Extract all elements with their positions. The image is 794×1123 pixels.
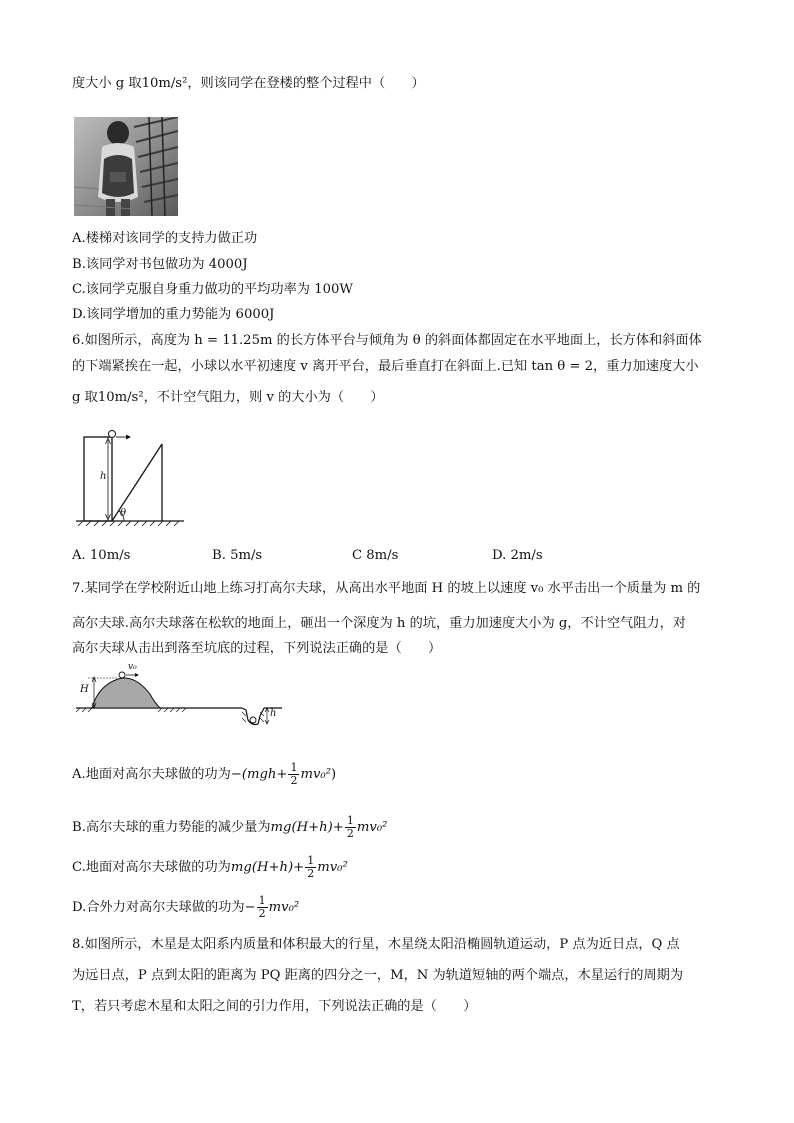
q7-line-3: 高尔夫球从击出到落至坑底的过程，下列说法正确的是（ ） — [72, 641, 442, 656]
q8-line-3: T，若只考虑木星和太阳之间的引力作用，下列说法正确的是（ ） — [72, 999, 477, 1014]
q6-option-c: C 8m/s — [352, 548, 399, 563]
frac-num: 1 — [307, 854, 315, 867]
q7-option-a-mv0: mv₀² — [300, 767, 331, 782]
q6-fig-h-label: h — [100, 471, 107, 482]
q5-option-c: C.该同学克服自身重力做功的平均功率为 100W — [72, 282, 353, 297]
q7-figure — [74, 664, 284, 734]
q7-option-a-text: A.地面对高尔夫球做的功为 — [72, 767, 231, 782]
q5-option-a: A.楼梯对该同学的支持力做正功 — [72, 231, 258, 246]
q7-fig-v0-label: v₀ — [128, 662, 137, 672]
q7-option-c-math: mg(H+h)+ — [230, 860, 305, 875]
q7-option-b — [72, 815, 387, 841]
q7-option-a — [72, 760, 336, 790]
frac-num: 1 — [290, 761, 298, 774]
q6-figure — [74, 428, 186, 528]
frac-den: 2 — [290, 774, 298, 787]
q7-option-c-mv0: mv₀² — [317, 860, 348, 875]
q6-fig-theta-label: θ — [120, 508, 127, 519]
q6-line-1: 6.如图所示，高度为 h = 11.25m 的长方体平台与倾角为 θ 的斜面体都固定在水平地面上，长方体和斜面体 — [72, 333, 702, 348]
q6-option-a: A. 10m/s — [72, 548, 131, 563]
q7-option-b-mv0: mv₀² — [356, 820, 388, 835]
q5-option-d: D.该同学增加的重力势能为 6000J — [72, 307, 275, 322]
frac-den: 2 — [258, 907, 266, 920]
frac-num: 1 — [258, 894, 266, 907]
stairs-photo — [74, 117, 178, 216]
frac-num: 1 — [346, 814, 354, 827]
q5-stem-tail: 度大小 g 取10m/s²，则该同学在登楼的整个过程中（ ） — [72, 76, 425, 91]
q7-option-a-math: −(mgh+ — [230, 767, 288, 782]
q6-line-2: 的下端紧挨在一起，小球以水平初速度 v 离开平台，最后垂直打在斜面上.已知 tan θ = 2，重力加速度大小 — [72, 359, 699, 374]
q7-option-b-math: mg(H+h)+ — [270, 820, 344, 835]
q6-line-3: g 取10m/s²，不计空气阻力，则 v 的大小为（ ） — [72, 390, 384, 405]
q7-line-1: 7.某同学在学校附近山地上练习打高尔夫球，从高出水平地面 H 的坡上以速度 v₀ 水平击出一个质量为 m 的 — [72, 581, 701, 596]
q5-option-b: B.该同学对书包做功为 4000J — [72, 257, 248, 272]
q7-option-a-close: ) — [331, 767, 337, 782]
q7-fig-h-label: h — [270, 708, 277, 719]
q7-option-d-text: D.合外力对高尔夫球做的功为 — [72, 900, 245, 915]
q8-line-1: 8.如图所示，木星是太阳系内质量和体积最大的行星，木星绕太阳沿椭圆轨道运动，P 点为近日点，Q 点 — [72, 937, 680, 952]
frac-den: 2 — [307, 867, 315, 880]
q6-option-d: D. 2m/s — [492, 548, 543, 563]
q7-line-2: 高尔夫球.高尔夫球落在松软的地面上，砸出一个深度为 h 的坑，重力加速度大小为 g，不计空气阻力，对 — [72, 616, 686, 631]
q7-option-d — [72, 895, 299, 921]
q6-option-b: B. 5m/s — [212, 548, 263, 563]
q7-option-d-math: − — [244, 900, 256, 915]
frac-den: 2 — [346, 827, 354, 840]
q7-option-d-mv0: mv₀² — [268, 900, 300, 915]
q7-option-c-text: C.地面对高尔夫球做的功为 — [72, 860, 231, 875]
q7-option-b-text: B.高尔夫球的重力势能的减少量为 — [72, 820, 271, 835]
q7-option-c — [72, 855, 348, 881]
q8-line-2: 为远日点，P 点到太阳的距离为 PQ 距离的四分之一，M，N 为轨道短轴的两个端点，木星运行的周期为 — [72, 968, 684, 983]
q7-fig-H-label: H — [80, 684, 89, 695]
